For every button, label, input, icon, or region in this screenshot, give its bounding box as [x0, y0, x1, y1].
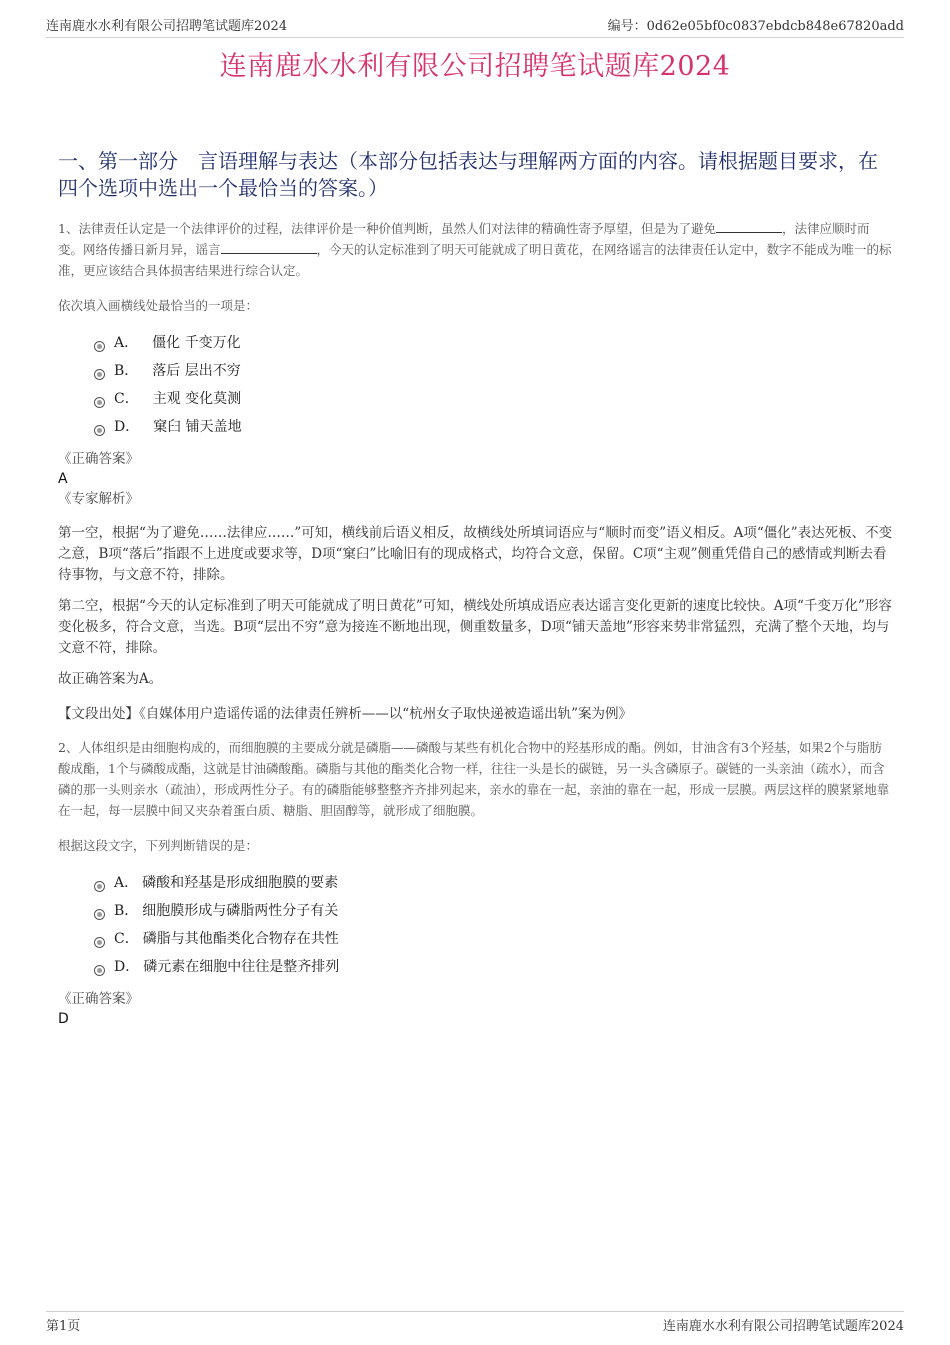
option-letter: B．	[114, 903, 139, 919]
radio-icon[interactable]	[94, 881, 105, 892]
option-letter: D．	[114, 959, 140, 975]
radio-icon[interactable]	[94, 341, 105, 352]
running-header	[46, 14, 904, 38]
footer-right-text: 连南鹿水水利有限公司招聘笔试题库2024	[662, 1319, 904, 1334]
radio-icon[interactable]	[94, 965, 105, 976]
question-1-option-c[interactable]	[94, 385, 894, 413]
radio-icon[interactable]	[94, 425, 105, 436]
question-2-answer: D	[58, 1011, 69, 1027]
analysis-conclusion: 故正确答案为A。	[58, 671, 163, 687]
option-letter: A．	[114, 875, 139, 891]
question-1-option-d[interactable]	[94, 413, 894, 441]
option-text: 僵化 千变万化	[152, 335, 241, 351]
option-text: 主观 变化莫测	[152, 391, 242, 407]
page-number: 第1页	[46, 1319, 81, 1334]
header-left-text: 连南鹿水水利有限公司招聘笔试题库2024	[46, 19, 288, 34]
radio-icon[interactable]	[94, 937, 105, 948]
question-1-answer-label: 《正确答案》	[58, 451, 139, 467]
question-2-option-d[interactable]	[94, 953, 894, 981]
question-1	[58, 218, 894, 725]
question-1-text	[58, 218, 894, 281]
question-1-source: 【文段出处】《自媒体用户造谣传谣的法律责任辨析——以“杭州女子取快递被造谣出轨”案为例》	[58, 706, 633, 722]
analysis-paragraph-2: 第二空，根据“今天的认定标准到了明天可能就成了明日黄花”可知，横线处所填成语应表达谣言变化更新的速度比较快。A项“千变万化”形容变化极多，符合文意，当选。B项“层出不穷”意为接连不断地出现，侧重数量多，D项“铺天盖地”形容来势非常猛烈，充满了整个天地，均与文意不符，排除。	[58, 598, 892, 656]
option-letter: B．	[114, 363, 139, 379]
section-title: 一、第一部分 言语理解与表达（本部分包括表达与理解两方面的内容。请根据题目要求，在四个选项中选出一个最恰当的答案。）	[58, 149, 878, 200]
option-text: 落后 层出不穷	[152, 363, 241, 379]
question-1-answer: A	[58, 471, 68, 487]
question-2-prompt: 根据这段文字，下列判断错误的是：	[58, 838, 259, 853]
option-text: 磷脂与其他酯类化合物存在共性	[142, 931, 339, 947]
fill-blank-1	[716, 220, 782, 233]
option-text: 窠臼 铺天盖地	[153, 419, 242, 435]
document-body	[58, 218, 894, 1029]
fill-blank-2	[221, 241, 317, 254]
question-1-option-a[interactable]	[94, 329, 894, 357]
option-text: 磷元素在细胞中往往是整齐排列	[143, 959, 340, 975]
question-2-option-b[interactable]	[94, 897, 894, 925]
option-letter: A．	[114, 335, 139, 351]
question-1-text-part-b: ，法律应顺时而变。网络传播日新月异，谣言	[58, 221, 870, 257]
question-1-option-b[interactable]	[94, 357, 894, 385]
question-2-options	[94, 869, 894, 981]
question-2-option-c[interactable]	[94, 925, 894, 953]
running-footer	[46, 1311, 904, 1334]
option-letter: C．	[114, 931, 139, 947]
option-text: 磷酸和羟基是形成细胞膜的要素	[142, 875, 339, 891]
question-1-options	[94, 329, 894, 441]
radio-icon[interactable]	[94, 369, 105, 380]
question-2-text: 2、人体组织是由细胞构成的，而细胞膜的主要成分就是磷脂——磷酸与某些有机化合物中的羟基形成的酯。例如，甘油含有3个羟基，如果2个与脂肪酸成酯，1个与磷酸成酯，这就是甘油磷酸酯。磷脂与其他的酯类化合物一样，往往一头是长的碳链，另一头含磷原子。碳链的一头亲油（疏水），而含磷的那一头则亲水（疏油），形成两性分子。有的磷脂能够整整齐齐排列起来，亲水的靠在一起，亲油的靠在一起，形成一层膜。两层这样的膜紧紧地靠在一起，每一层膜中间又夹杂着蛋白质、糖脂、胆固醇等，就形成了细胞膜。	[58, 740, 890, 818]
option-letter: D．	[114, 419, 140, 435]
option-letter: C．	[114, 391, 139, 407]
option-text: 细胞膜形成与磷脂两性分子有关	[142, 903, 339, 919]
radio-icon[interactable]	[94, 909, 105, 920]
analysis-paragraph-1: 第一空，根据“为了避免……法律应……”可知，横线前后语义相反，故横线处所填词语应与“顺时而变”语义相反。A项“僵化”表达死板、不变之意，B项“落后”指跟不上进度或要求等，D项“窠臼”比喻旧有的现成格式，均符合文意，保留。C项“主观”侧重凭借自己的感情或判断去看待事物，与文意不符，排除。	[58, 525, 893, 583]
question-1-text-part-a: 1、法律责任认定是一个法律评价的过程，法律评价是一种价值判断，虽然人们对法律的精确性寄予厚望，但是为了避免	[58, 221, 716, 236]
question-2-option-a[interactable]	[94, 869, 894, 897]
question-1-text-part-c: ，今天的认定标准到了明天可能就成了明日黄花，在网络谣言的法律责任认定中，数字不能成为唯一的标准，更应该结合具体损害结果进行综合认定。	[58, 242, 892, 278]
document-title: 连南鹿水水利有限公司招聘笔试题库2024	[219, 51, 731, 82]
question-1-prompt: 依次填入画横线处最恰当的一项是：	[58, 298, 259, 313]
radio-icon[interactable]	[94, 397, 105, 408]
document-id: 编号：0d62e05bf0c0837ebdcb848e67820add	[607, 19, 904, 34]
question-2-answer-label: 《正确答案》	[58, 991, 139, 1007]
question-2	[58, 737, 894, 1029]
question-1-analysis-label: 《专家解析》	[58, 491, 139, 507]
